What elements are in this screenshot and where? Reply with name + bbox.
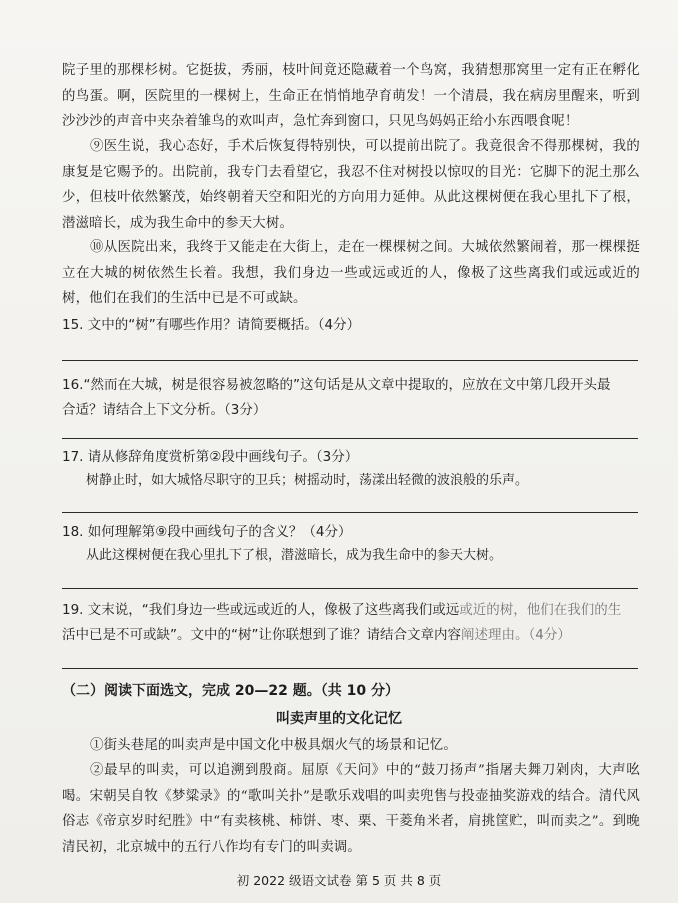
passage-paragraph-intro: 院子里的那棵杉树。它挺拔，秀丽，枝叶间竟还隐藏着一个鸟窝，我猜想那窝里一定有正在孵化的鸟蛋。啊，医院里的一棵树上，生命正在悄悄地孕育萌发！一个清晨，我在病房里醒来，听到沙沙沙的声音中夹杂着雏鸟的欢叫声，急忙奔到窗口，只见鸟妈妈正给小东西喂食呢！ <box>62 63 640 129</box>
question-19-line-2-text: 活中已是不可或缺”。文中的“树”让你联想到了谁？请结合文章内容 <box>62 627 461 643</box>
question-15: 15. 文中的“树”有哪些作用？请简要概括。（4分） <box>62 317 361 333</box>
question-17: 17. 请从修辞角度赏析第②段中画线句子。（3分） <box>62 449 359 465</box>
article-paragraph-2: ②最早的叫卖，可以追溯到殷商。屈原《天问》中的“鼓刀扬声”指屠夫舞刀剁肉，大声吆喝。宋朝吴自牧《梦粱录》的“歌叫关扑”是歌乐戏唱的叫卖兜售与投壶抽奖游戏的结合。清代风俗志《帝京岁时纪胜》中“有卖核桃、柿饼、枣、栗、干菱角米者，肩挑筐贮，叫而卖之”。到晚清民初，北京城中的五行八作均有专门的叫卖调。 <box>62 763 640 855</box>
question-18: 18. 如何理解第⑨段中画线句子的含义？（4分） <box>62 524 352 540</box>
section-2-heading: （二）阅读下面选文，完成 20—22 题。（共 10 分） <box>62 683 399 699</box>
question-19-line-1-faded-text: 或近的树，他们在我们的生 <box>459 602 622 618</box>
answer-line-16[interactable] <box>62 438 638 439</box>
question-19-line-2-faded-text: 阐述理由。（4分） <box>460 627 571 643</box>
passage-paragraph-10: ⑩从医院出来，我终于又能走在大街上，走在一棵棵树之间。大城依然繁闹着，那一棵棵挺立在大城的树依然生长着。我想，我们身边一些或远或近的人，像极了这些离我们或远或近的树，他们在我们的生活中已是不可或缺。 <box>62 240 640 306</box>
question-19-line-1-text: 19. 文末说，“我们身边一些或远或近的人，像极了这些离我们或远 <box>62 602 460 618</box>
question-17-quoted-sentence: 树静止时，如大城恪尽职守的卫兵；树摇动时，荡漾出轻微的波浪般的乐声。 <box>86 473 529 488</box>
article-paragraph-1: ①街头巷尾的叫卖声是中国文化中极具烟火气的场景和记忆。 <box>90 738 457 753</box>
passage-paragraph-9: ⑨医生说，我心态好，手术后恢复得特别快，可以提前出院了。我竟很舍不得那棵树，我的康复是它赐予的。出院前，我专门去看望它，我忍不住对树投以惊叹的目光：它脚下的泥土那么少，但枝叶依然繁茂，始终朝着天空和阳光的方向用力延伸。从此这棵树便在我心里扎下了根，潜滋暗长，成为我生命中的参天大树。 <box>62 139 640 231</box>
question-18-quoted-sentence: 从此这棵树便在我心里扎下了根，潜滋暗长，成为我生命中的参天大树。 <box>86 548 503 563</box>
article-title: 叫卖声里的文化记忆 <box>276 711 402 727</box>
question-19-line-2 <box>62 623 642 648</box>
question-19-line-1 <box>62 598 642 623</box>
answer-line-15[interactable] <box>62 360 638 361</box>
page-footer: 初 2022 级语文试卷 第 5 页 共 8 页 <box>236 873 442 888</box>
answer-line-17[interactable] <box>62 512 638 513</box>
question-16-line-2: 合适？请结合上下文分析。（3分） <box>62 402 267 418</box>
question-16-line-1: 16.“然而在大城，树是很容易被忽略的”这句话是从文章中提取的，应放在文中第几段开头最 <box>62 377 611 393</box>
answer-line-18[interactable] <box>62 588 638 589</box>
answer-line-19[interactable] <box>62 668 638 669</box>
